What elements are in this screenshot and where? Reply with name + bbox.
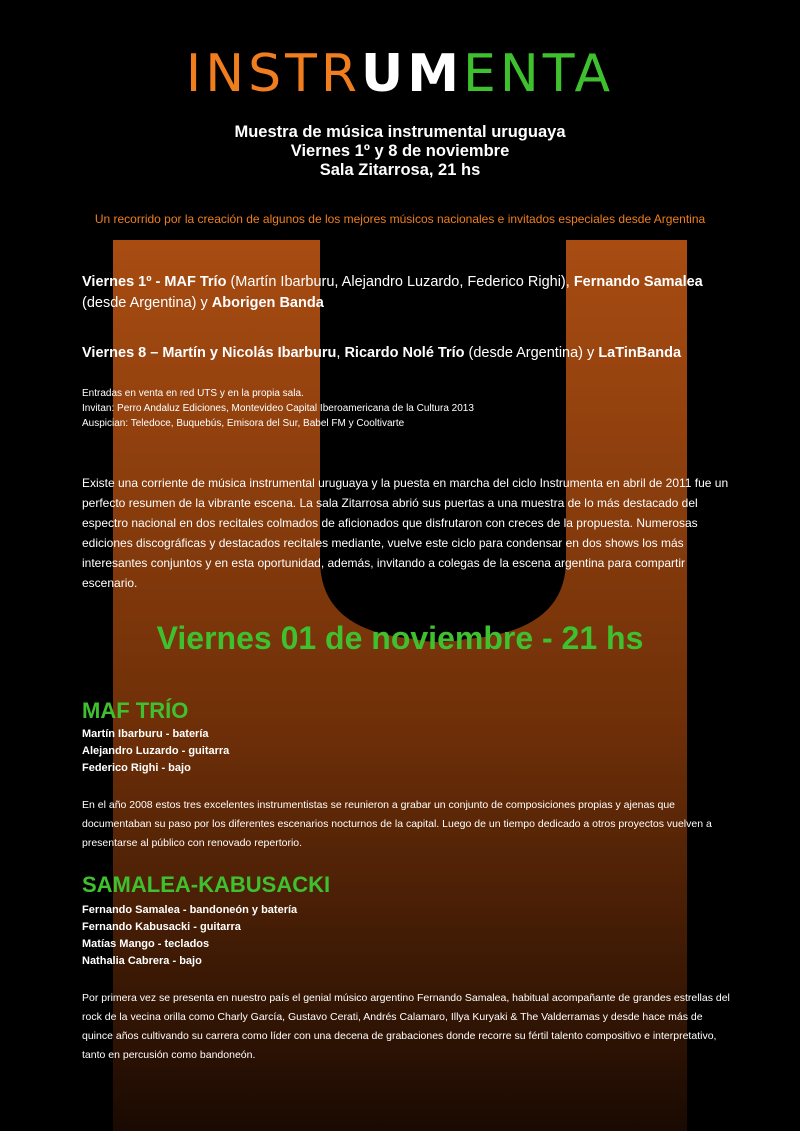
band1-member: Alejandro Luzardo - guitarra bbox=[82, 745, 230, 757]
logo-part-1: INSTR bbox=[185, 44, 362, 104]
band2-member: Matías Mango - teclados bbox=[82, 938, 210, 950]
lineup-friday-1 bbox=[82, 272, 732, 314]
band2-members bbox=[82, 902, 297, 970]
lineup-friday-8 bbox=[82, 343, 732, 364]
tagline: Un recorrido por la creación de algunos de los mejores músicos nacionales e invitados especiales desde Argentina bbox=[94, 212, 706, 226]
band1-description: En el año 2008 estos tres excelentes instrumentistas se reunieron a grabar un conjunto de composiciones propias y ajenas que documentaban su paso por los diferentes escenarios nocturnos de la capital. Luego de un tiempo dedicado a otros proyectos vuelven a presentarse al público con renovado repertorio. bbox=[82, 799, 712, 849]
subtitle-line-3: Sala Zitarrosa, 21 hs bbox=[319, 161, 481, 179]
band1-name: MAF TRÍO bbox=[82, 698, 189, 723]
band2-member: Nathalia Cabrera - bajo bbox=[82, 955, 202, 967]
lineup1-lead-rest: (Martín Ibarburu, Alejandro Luzardo, Federico Righi), bbox=[226, 274, 574, 290]
subtitle-line-1: Muestra de música instrumental uruguaya bbox=[234, 123, 566, 141]
lineup2-guest: Ricardo Nolé Trío bbox=[344, 345, 465, 361]
auspician-text: Auspician: Teledoce, Buquebús, Emisora del Sur, Babel FM y Cooltivarte bbox=[82, 418, 405, 429]
logo-part-2: UM bbox=[361, 44, 464, 104]
band1-member: Martín Ibarburu - batería bbox=[82, 728, 209, 740]
lineup2-closer: LaTinBanda bbox=[598, 345, 682, 361]
band2-member: Fernando Kabusacki - guitarra bbox=[82, 921, 241, 933]
band2-name: SAMALEA-KABUSACKI bbox=[82, 872, 331, 897]
lineup1-lead: Viernes 1º - MAF Trío bbox=[82, 274, 227, 290]
lineup1-closer: Aborigen Banda bbox=[211, 295, 324, 311]
intro-paragraph: Existe una corriente de música instrumental uruguaya y la puesta en marcha del ciclo Instrumenta en abril de 2011 fue un perfecto resumen de la vibrante escena. La sala Zitarrosa abrió sus puertas a una muestra de lo más destacado del espectro nacional en dos recitales colmados de aficionados que disfrutaron con creces de la propuesta. Numerosas ediciones discográficas y destacados recitales mediante, vuelve este ciclo para condensar en dos shows los más interesantes conjuntos y en esta oportunidad, además, invitando a colegas de la escena argentina para compartir escenario. bbox=[82, 476, 729, 590]
logo-part-3: ENTA bbox=[463, 44, 615, 104]
band1-member: Federico Righi - bajo bbox=[82, 762, 191, 774]
lineup1-guest: Fernando Samalea bbox=[573, 274, 703, 290]
band1-members bbox=[82, 726, 229, 777]
event-subtitle bbox=[0, 123, 800, 180]
lineup2-guest-rest: (desde Argentina) y bbox=[464, 345, 599, 361]
ticket-info bbox=[82, 386, 722, 431]
lineup2-lead: Viernes 8 – Martín y Nicolás Ibarburu bbox=[82, 345, 337, 361]
tickets-text: Entradas en venta en red UTS y en la propia sala. bbox=[82, 388, 304, 399]
lineup2-sep: , bbox=[336, 345, 345, 361]
invitan-text: Invitan: Perro Andaluz Ediciones, Montevideo Capital Iberoamericana de la Cultura 2013 bbox=[82, 403, 474, 414]
date-heading: Viernes 01 de noviembre - 21 hs bbox=[156, 620, 644, 656]
instrumenta-logo bbox=[0, 44, 800, 104]
band2-description: Por primera vez se presenta en nuestro país el genial músico argentino Fernando Samalea, habitual acompañante de grandes estrellas del rock de la vecina orilla como Charly García, Gustavo Cerati, Andrés Calamaro, Illya Kuryaki & The Valderramas y desde hace más de quince años cultivando su carrera como líder con una decena de grabaciones donde recorre su fértil talento compositivo e interpretativo, tanto en percusión como bandoneón. bbox=[82, 992, 730, 1061]
subtitle-line-2: Viernes 1º y 8 de noviembre bbox=[290, 142, 510, 160]
band2-member: Fernando Samalea - bandoneón y batería bbox=[82, 904, 298, 916]
lineup1-guest-rest: (desde Argentina) y bbox=[82, 295, 212, 311]
